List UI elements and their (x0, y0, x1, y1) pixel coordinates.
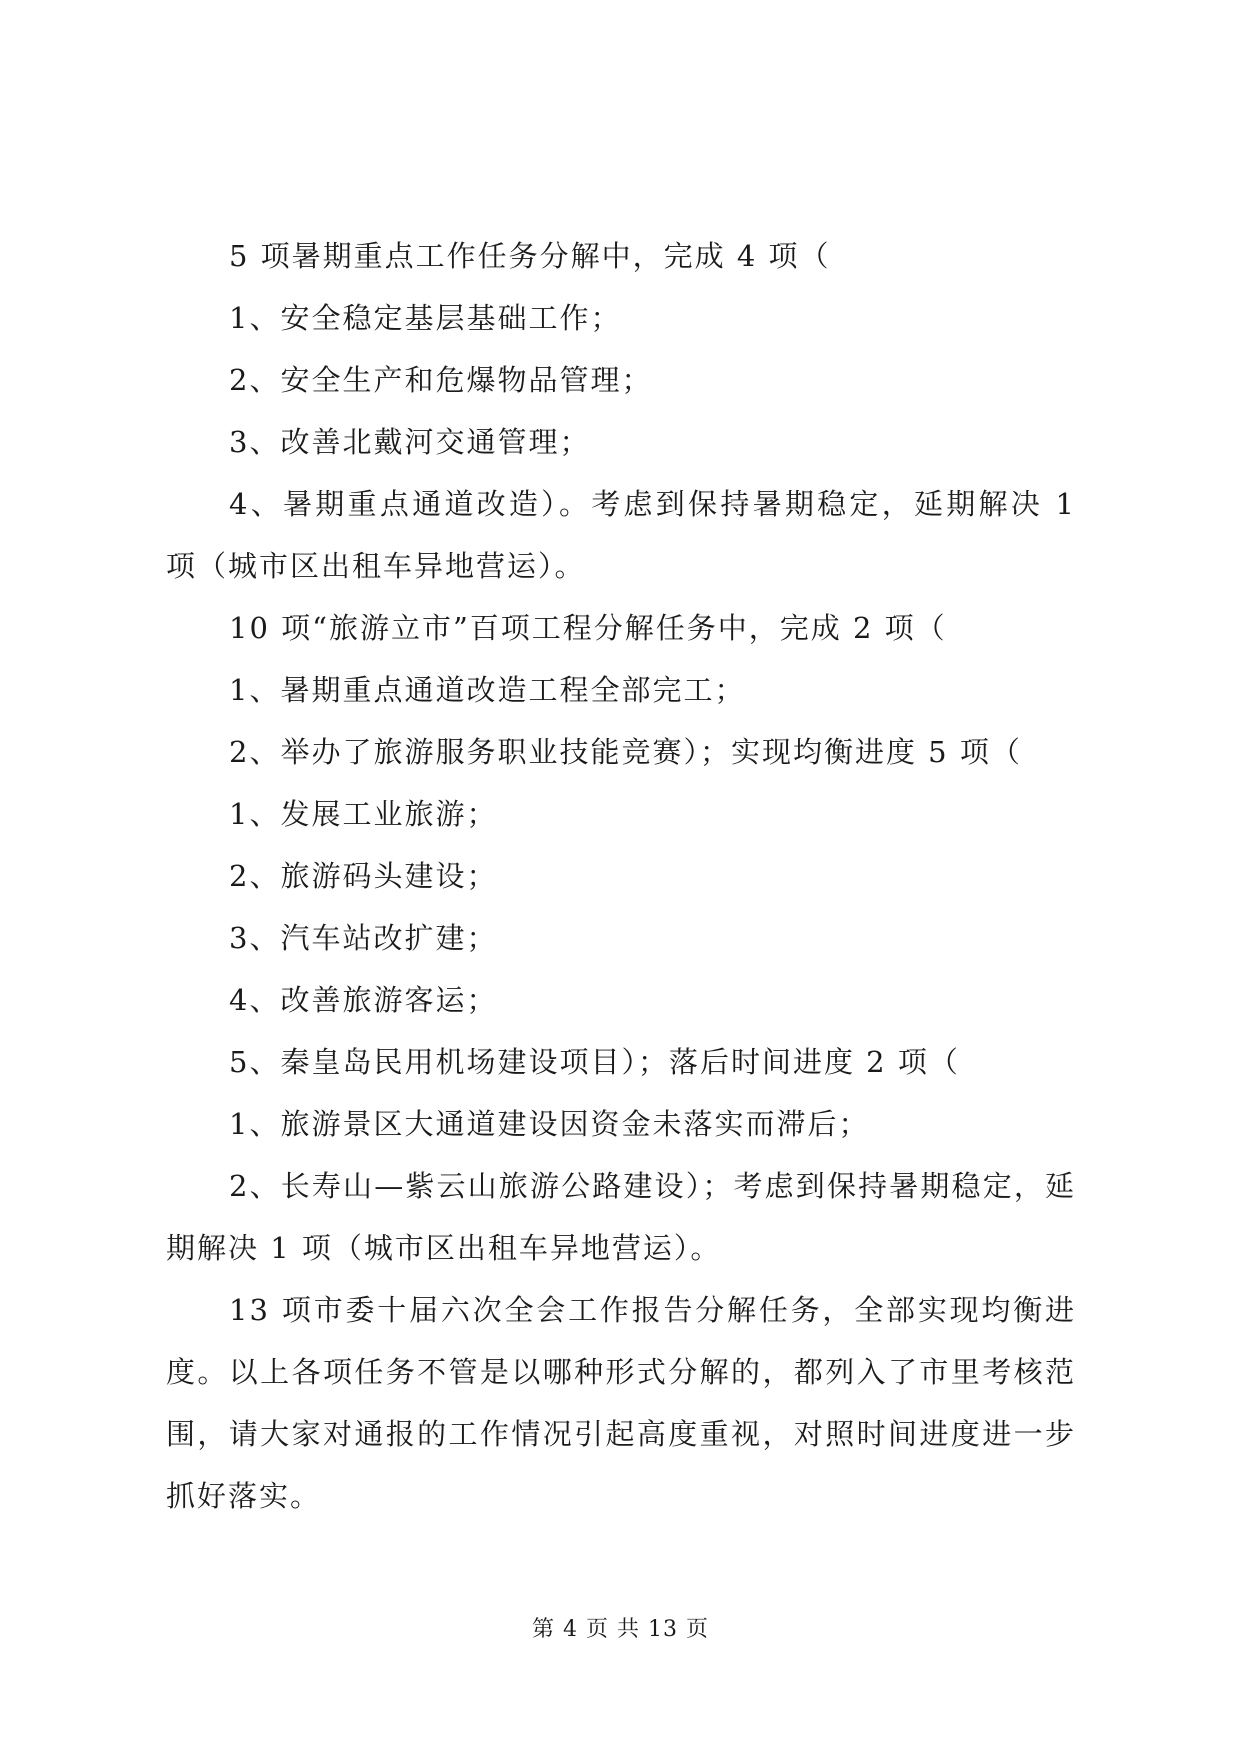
paragraph: 2、举办了旅游服务职业技能竞赛）；实现均衡进度 5 项（ (229, 735, 1022, 769)
document-body (166, 225, 1076, 1527)
paragraph: 10 项“旅游立市”百项工程分解任务中，完成 2 项（ (229, 611, 947, 645)
paragraph: 2、安全生产和危爆物品管理； (229, 363, 653, 397)
paragraph: 2、旅游码头建设； (229, 859, 498, 893)
paragraph: 5 项暑期重点工作任务分解中，完成 4 项（ (229, 239, 831, 273)
paragraph: 1、旅游景区大通道建设因资金未落实而滞后； (229, 1107, 870, 1141)
paragraph: 4、改善旅游客运； (229, 983, 498, 1017)
paragraph: 4、暑期重点通道改造）。考虑到保持暑期稳定，延期解决 1 项（城市区出租车异地营运）。 (166, 487, 1076, 583)
paragraph: 1、暑期重点通道改造工程全部完工； (229, 673, 746, 707)
page-number-footer: 第 4 页 共 13 页 (532, 1617, 709, 1642)
paragraph: 2、长寿山—紫云山旅游公路建设）；考虑到保持暑期稳定，延期解决 1 项（城市区出租车异地营运）。 (166, 1169, 1076, 1265)
paragraph: 3、汽车站改扩建； (229, 921, 498, 955)
paragraph: 13 项市委十届六次全会工作报告分解任务，全部实现均衡进度。以上各项任务不管是以哪种形式分解的，都列入了市里考核范围，请大家对通报的工作情况引起高度重视，对照时间进度进一步抓好落实。 (166, 1293, 1076, 1513)
paragraph: 1、安全稳定基层基础工作； (229, 301, 622, 335)
paragraph: 3、改善北戴河交通管理； (229, 425, 591, 459)
paragraph: 1、发展工业旅游； (229, 797, 498, 831)
paragraph: 5、秦皇岛民用机场建设项目）；落后时间进度 2 项（ (229, 1045, 960, 1079)
